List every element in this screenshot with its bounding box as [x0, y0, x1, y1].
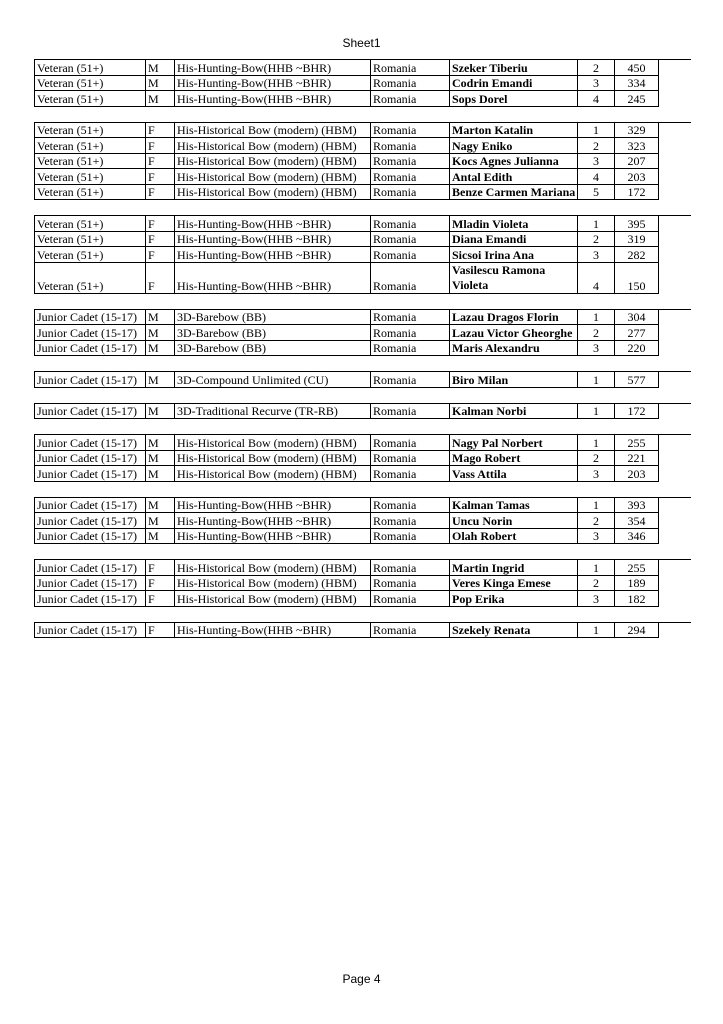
score-cell: 282 — [615, 247, 659, 263]
category-cell: Junior Cadet (15-17) — [35, 498, 146, 514]
division-cell: His-Hunting-Bow(HHB ~BHR) — [175, 247, 371, 263]
category-cell: Veteran (51+) — [35, 216, 146, 232]
division-cell: His-Historical Bow (modern) (HBM) — [175, 169, 371, 185]
country-cell: Romania — [371, 60, 450, 76]
category-cell: Junior Cadet (15-17) — [35, 591, 146, 607]
archer-name-cell: Vasilescu Ramona Violeta — [450, 263, 578, 294]
division-cell: His-Historical Bow (modern) (HBM) — [175, 154, 371, 170]
country-cell: Romania — [371, 138, 450, 154]
category-cell: Veteran (51+) — [35, 154, 146, 170]
country-cell: Romania — [371, 216, 450, 232]
table-row — [35, 576, 691, 592]
place-cell: 3 — [578, 466, 615, 482]
archer-name-cell: Benze Carmen Mariana — [450, 185, 578, 201]
sex-cell: F — [146, 138, 175, 154]
table-row — [35, 372, 691, 388]
category-cell: Junior Cadet (15-17) — [35, 466, 146, 482]
sex-cell: M — [146, 60, 175, 76]
category-cell: Junior Cadet (15-17) — [35, 325, 146, 341]
division-cell: 3D-Compound Unlimited (CU) — [175, 372, 371, 388]
archer-name-cell: Marton Katalin — [450, 123, 578, 139]
archer-name-cell: Biro Milan — [450, 372, 578, 388]
table-row — [35, 185, 691, 201]
sex-cell: M — [146, 341, 175, 357]
sex-cell: M — [146, 451, 175, 467]
table-row — [35, 91, 691, 107]
score-cell: 189 — [615, 576, 659, 592]
country-cell: Romania — [371, 185, 450, 201]
division-cell: His-Hunting-Bow(HHB ~BHR) — [175, 498, 371, 514]
division-cell: His-Historical Bow (modern) (HBM) — [175, 560, 371, 576]
country-cell: Romania — [371, 310, 450, 326]
score-cell: 277 — [615, 325, 659, 341]
division-cell: His-Historical Bow (modern) (HBM) — [175, 591, 371, 607]
archer-name-cell: Sicsoi Irina Ana — [450, 247, 578, 263]
table-row — [35, 529, 691, 545]
archer-name-cell: Codrin Emandi — [450, 76, 578, 92]
archer-name-cell: Kalman Tamas — [450, 498, 578, 514]
score-cell: 304 — [615, 310, 659, 326]
score-cell: 221 — [615, 451, 659, 467]
score-cell: 294 — [615, 623, 659, 639]
score-cell: 172 — [615, 404, 659, 420]
sex-cell: M — [146, 325, 175, 341]
archer-name-cell: Szekely Renata — [450, 623, 578, 639]
sex-cell: M — [146, 76, 175, 92]
result-group — [34, 622, 691, 639]
division-cell: His-Hunting-Bow(HHB ~BHR) — [175, 263, 371, 294]
archer-name-cell: Mago Robert — [450, 451, 578, 467]
division-cell: His-Historical Bow (modern) (HBM) — [175, 185, 371, 201]
archer-name-cell: Mladin Violeta — [450, 216, 578, 232]
sex-cell: M — [146, 513, 175, 529]
place-cell: 4 — [578, 91, 615, 107]
category-cell: Junior Cadet (15-17) — [35, 451, 146, 467]
category-cell: Junior Cadet (15-17) — [35, 435, 146, 451]
score-cell: 450 — [615, 60, 659, 76]
archer-name-cell: Kalman Norbi — [450, 404, 578, 420]
sex-cell: F — [146, 123, 175, 139]
place-cell: 1 — [578, 216, 615, 232]
score-cell: 220 — [615, 341, 659, 357]
archer-name-cell: Nagy Pal Norbert — [450, 435, 578, 451]
place-cell: 3 — [578, 341, 615, 357]
table-row — [35, 60, 691, 76]
score-cell: 182 — [615, 591, 659, 607]
table-row — [35, 623, 691, 639]
archer-name-cell: Uncu Norin — [450, 513, 578, 529]
archer-name-cell: Maris Alexandru — [450, 341, 578, 357]
place-cell: 5 — [578, 185, 615, 201]
archer-name-cell: Lazau Dragos Florin — [450, 310, 578, 326]
country-cell: Romania — [371, 232, 450, 248]
division-cell: His-Hunting-Bow(HHB ~BHR) — [175, 76, 371, 92]
archer-name-cell: Vass Attila — [450, 466, 578, 482]
score-cell: 329 — [615, 123, 659, 139]
country-cell: Romania — [371, 325, 450, 341]
place-cell: 1 — [578, 498, 615, 514]
result-group — [34, 371, 691, 388]
place-cell: 3 — [578, 76, 615, 92]
score-cell: 255 — [615, 435, 659, 451]
country-cell: Romania — [371, 451, 450, 467]
table-row — [35, 498, 691, 514]
sex-cell: M — [146, 310, 175, 326]
table-row — [35, 404, 691, 420]
country-cell: Romania — [371, 247, 450, 263]
category-cell: Junior Cadet (15-17) — [35, 513, 146, 529]
category-cell: Junior Cadet (15-17) — [35, 404, 146, 420]
table-row — [35, 451, 691, 467]
score-cell: 319 — [615, 232, 659, 248]
country-cell: Romania — [371, 498, 450, 514]
table-row — [35, 435, 691, 451]
sex-cell: F — [146, 263, 175, 294]
sex-cell: M — [146, 404, 175, 420]
archer-name-cell: Kocs Agnes Julianna — [450, 154, 578, 170]
score-cell: 172 — [615, 185, 659, 201]
category-cell: Veteran (51+) — [35, 169, 146, 185]
table-row — [35, 232, 691, 248]
place-cell: 2 — [578, 325, 615, 341]
division-cell: His-Hunting-Bow(HHB ~BHR) — [175, 513, 371, 529]
table-row — [35, 263, 691, 294]
country-cell: Romania — [371, 123, 450, 139]
table-row — [35, 341, 691, 357]
table-row — [35, 310, 691, 326]
score-cell: 207 — [615, 154, 659, 170]
result-group — [34, 59, 691, 107]
category-cell: Junior Cadet (15-17) — [35, 310, 146, 326]
score-cell: 393 — [615, 498, 659, 514]
table-row — [35, 154, 691, 170]
category-cell: Veteran (51+) — [35, 263, 146, 294]
score-cell: 203 — [615, 466, 659, 482]
division-cell: His-Historical Bow (modern) (HBM) — [175, 466, 371, 482]
table-row — [35, 169, 691, 185]
country-cell: Romania — [371, 591, 450, 607]
division-cell: His-Historical Bow (modern) (HBM) — [175, 576, 371, 592]
category-cell: Junior Cadet (15-17) — [35, 341, 146, 357]
country-cell: Romania — [371, 372, 450, 388]
place-cell: 2 — [578, 513, 615, 529]
table-row — [35, 138, 691, 154]
sex-cell: F — [146, 216, 175, 232]
archer-name-cell: Lazau Victor Gheorghe — [450, 325, 578, 341]
place-cell: 1 — [578, 123, 615, 139]
place-cell: 1 — [578, 310, 615, 326]
score-cell: 245 — [615, 91, 659, 107]
archer-name-cell: Pop Erika — [450, 591, 578, 607]
table-row — [35, 513, 691, 529]
archer-name-cell: Sops Dorel — [450, 91, 578, 107]
sex-cell: M — [146, 372, 175, 388]
result-group — [34, 559, 691, 607]
division-cell: His-Hunting-Bow(HHB ~BHR) — [175, 91, 371, 107]
country-cell: Romania — [371, 154, 450, 170]
division-cell: 3D-Traditional Recurve (TR-RB) — [175, 404, 371, 420]
result-group — [34, 122, 691, 201]
category-cell: Veteran (51+) — [35, 138, 146, 154]
place-cell: 3 — [578, 154, 615, 170]
page-number: Page 4 — [342, 972, 381, 986]
sex-cell: M — [146, 498, 175, 514]
sex-cell: F — [146, 154, 175, 170]
archer-name-cell: Antal Edith — [450, 169, 578, 185]
country-cell: Romania — [371, 404, 450, 420]
archer-name-cell: Veres Kinga Emese — [450, 576, 578, 592]
score-cell: 255 — [615, 560, 659, 576]
place-cell: 3 — [578, 591, 615, 607]
sex-cell: M — [146, 466, 175, 482]
category-cell: Veteran (51+) — [35, 76, 146, 92]
sex-cell: M — [146, 91, 175, 107]
sex-cell: F — [146, 576, 175, 592]
sex-cell: F — [146, 591, 175, 607]
country-cell: Romania — [371, 341, 450, 357]
place-cell: 1 — [578, 560, 615, 576]
sex-cell: F — [146, 247, 175, 263]
division-cell: His-Hunting-Bow(HHB ~BHR) — [175, 216, 371, 232]
place-cell: 4 — [578, 263, 615, 294]
country-cell: Romania — [371, 466, 450, 482]
sex-cell: F — [146, 560, 175, 576]
division-cell: His-Historical Bow (modern) (HBM) — [175, 451, 371, 467]
place-cell: 2 — [578, 60, 615, 76]
category-cell: Veteran (51+) — [35, 185, 146, 201]
division-cell: His-Hunting-Bow(HHB ~BHR) — [175, 529, 371, 545]
place-cell: 2 — [578, 576, 615, 592]
score-cell: 354 — [615, 513, 659, 529]
result-group — [34, 434, 691, 482]
country-cell: Romania — [371, 576, 450, 592]
category-cell: Veteran (51+) — [35, 232, 146, 248]
sheet-title: Sheet1 — [342, 36, 381, 50]
division-cell: His-Historical Bow (modern) (HBM) — [175, 435, 371, 451]
country-cell: Romania — [371, 76, 450, 92]
place-cell: 4 — [578, 169, 615, 185]
table-row — [35, 466, 691, 482]
category-cell: Junior Cadet (15-17) — [35, 560, 146, 576]
category-cell: Junior Cadet (15-17) — [35, 576, 146, 592]
score-cell: 577 — [615, 372, 659, 388]
country-cell: Romania — [371, 529, 450, 545]
score-cell: 203 — [615, 169, 659, 185]
sex-cell: F — [146, 232, 175, 248]
country-cell: Romania — [371, 623, 450, 639]
category-cell: Junior Cadet (15-17) — [35, 623, 146, 639]
place-cell: 2 — [578, 138, 615, 154]
category-cell: Veteran (51+) — [35, 247, 146, 263]
place-cell: 3 — [578, 247, 615, 263]
table-row — [35, 560, 691, 576]
table-row — [35, 76, 691, 92]
result-group — [34, 309, 691, 357]
score-cell: 323 — [615, 138, 659, 154]
table-row — [35, 123, 691, 139]
score-cell: 150 — [615, 263, 659, 294]
result-group — [34, 403, 691, 420]
score-cell: 346 — [615, 529, 659, 545]
division-cell: His-Hunting-Bow(HHB ~BHR) — [175, 60, 371, 76]
division-cell: 3D-Barebow (BB) — [175, 325, 371, 341]
country-cell: Romania — [371, 169, 450, 185]
table-row — [35, 216, 691, 232]
division-cell: His-Hunting-Bow(HHB ~BHR) — [175, 623, 371, 639]
results-table — [34, 59, 691, 653]
division-cell: 3D-Barebow (BB) — [175, 341, 371, 357]
division-cell: His-Hunting-Bow(HHB ~BHR) — [175, 232, 371, 248]
sex-cell: M — [146, 529, 175, 545]
sex-cell: F — [146, 185, 175, 201]
result-group — [34, 497, 691, 545]
archer-name-cell: Diana Emandi — [450, 232, 578, 248]
sex-cell: F — [146, 623, 175, 639]
category-cell: Veteran (51+) — [35, 123, 146, 139]
place-cell: 1 — [578, 623, 615, 639]
sex-cell: M — [146, 435, 175, 451]
place-cell: 1 — [578, 435, 615, 451]
country-cell: Romania — [371, 513, 450, 529]
division-cell: 3D-Barebow (BB) — [175, 310, 371, 326]
country-cell: Romania — [371, 560, 450, 576]
result-group — [34, 215, 691, 294]
place-cell: 1 — [578, 372, 615, 388]
division-cell: His-Historical Bow (modern) (HBM) — [175, 123, 371, 139]
archer-name-cell: Nagy Eniko — [450, 138, 578, 154]
country-cell: Romania — [371, 91, 450, 107]
place-cell: 3 — [578, 529, 615, 545]
category-cell: Veteran (51+) — [35, 91, 146, 107]
place-cell: 2 — [578, 232, 615, 248]
place-cell: 2 — [578, 451, 615, 467]
score-cell: 395 — [615, 216, 659, 232]
score-cell: 334 — [615, 76, 659, 92]
table-row — [35, 325, 691, 341]
archer-name-cell: Olah Robert — [450, 529, 578, 545]
archer-name-cell: Martin Ingrid — [450, 560, 578, 576]
table-row — [35, 247, 691, 263]
category-cell: Junior Cadet (15-17) — [35, 372, 146, 388]
country-cell: Romania — [371, 435, 450, 451]
sex-cell: F — [146, 169, 175, 185]
place-cell: 1 — [578, 404, 615, 420]
division-cell: His-Historical Bow (modern) (HBM) — [175, 138, 371, 154]
category-cell: Veteran (51+) — [35, 60, 146, 76]
table-row — [35, 591, 691, 607]
category-cell: Junior Cadet (15-17) — [35, 529, 146, 545]
country-cell: Romania — [371, 263, 450, 294]
archer-name-cell: Szeker Tiberiu — [450, 60, 578, 76]
